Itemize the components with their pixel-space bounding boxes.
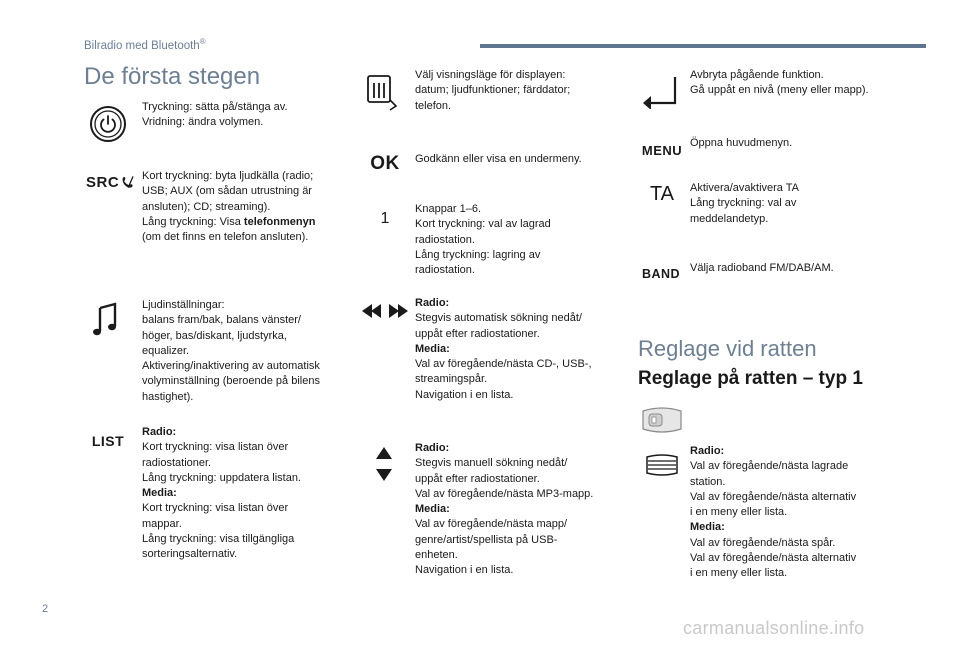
ta-button-icon: TA [649, 182, 675, 205]
up-down-arrows-icon [374, 446, 394, 482]
header-bar [480, 44, 926, 48]
src-label: SRC [86, 173, 120, 191]
page-number: 2 [42, 603, 49, 615]
wheel-description: Radio: Val av föregående/nästa lagrade station. Val av föregående/nästa alternativ i en meny eller lista. Media: Val av föregående/nästa spår. Val av föregående/nästa alternativ i en meny eller lista. [690, 445, 857, 580]
ok-button-icon: OK [370, 153, 400, 174]
music-note-icon [92, 300, 120, 338]
menu-description: Öppna huvudmenyn. [690, 137, 793, 149]
page-title: De första stegen [84, 63, 261, 90]
display-mode-icon [366, 72, 402, 112]
manual-seek-description: Radio: Stegvis manuell sökning nedåt/ uppåt efter radiostationer. Val av föregående/nästa MP3-mapp. Media: Val av föregående/nästa mapp/ genre/artist/spellista på USB- enheten. Navigation i en lista. [415, 442, 594, 577]
steering-control-icon [638, 404, 686, 436]
steering-controls-heading: Reglage vid ratten [638, 336, 817, 361]
power-description: Tryckning: sätta på/stänga av. Vridning: ändra volymen. [142, 101, 288, 129]
steering-type1-heading: Reglage på ratten – typ 1 [638, 368, 863, 389]
seek-description: Radio: Stegvis automatisk sökning nedåt/ uppåt efter radiostationer. Media: Val av föregående/nästa CD-, USB-, streamingspår. Navigation i en lista. [415, 297, 592, 401]
back-description: Avbryta pågående funktion. Gå uppåt en nivå (meny eller mapp). [690, 69, 869, 97]
back-return-icon [640, 74, 680, 110]
ta-description: Aktivera/avaktivera TA Lång tryckning: val av meddelandetyp. [690, 182, 800, 225]
band-button-icon: BAND [641, 267, 681, 281]
watermark: carmanualsonline.info [683, 618, 865, 638]
keys-description: Knappar 1–6. Kort tryckning: val av lagrad radiostation. Lång tryckning: lagring av radiostation. [415, 203, 551, 277]
power-knob-icon [89, 105, 127, 143]
list-description: Radio: Kort tryckning: visa listan över radiostationer. Lång tryckning: uppdatera listan. Media: Kort tryckning: visa listan över mappar. Lång tryckning: visa tillgängliga sorteringsalternativ. [142, 426, 301, 561]
seek-arrows-icon [362, 302, 408, 320]
ok-description: Godkänn eller visa en undermeny. [415, 153, 582, 165]
src-description: Kort tryckning: byta ljudkälla (radio; USB; AUX (om sådan utrustning är ansluten); CD; streaming). Lång tryckning: Visa telefonmenyn (om det finns en telefon ansluten). [142, 170, 316, 244]
audio-description: Ljudinställningar: balans fram/bak, balans vänster/ höger, bas/diskant, ljudstyrka, equalizer. Aktivering/inaktivering av automatisk volyminställning (beroende på bilens hastighet). [142, 299, 320, 403]
display-description: Välj visningsläge för displayen: datum; ljudfunktioner; färddator; telefon. [415, 69, 571, 112]
scroll-wheel-icon [644, 452, 680, 478]
preset-key-icon: 1 [380, 210, 390, 227]
band-description: Välja radioband FM/DAB/AM. [690, 262, 834, 274]
section-header: Bilradio med Bluetooth® [84, 37, 206, 52]
src-phone-icon [86, 170, 134, 194]
list-button-icon: LIST [91, 433, 125, 449]
menu-button-icon: MENU [641, 142, 683, 158]
